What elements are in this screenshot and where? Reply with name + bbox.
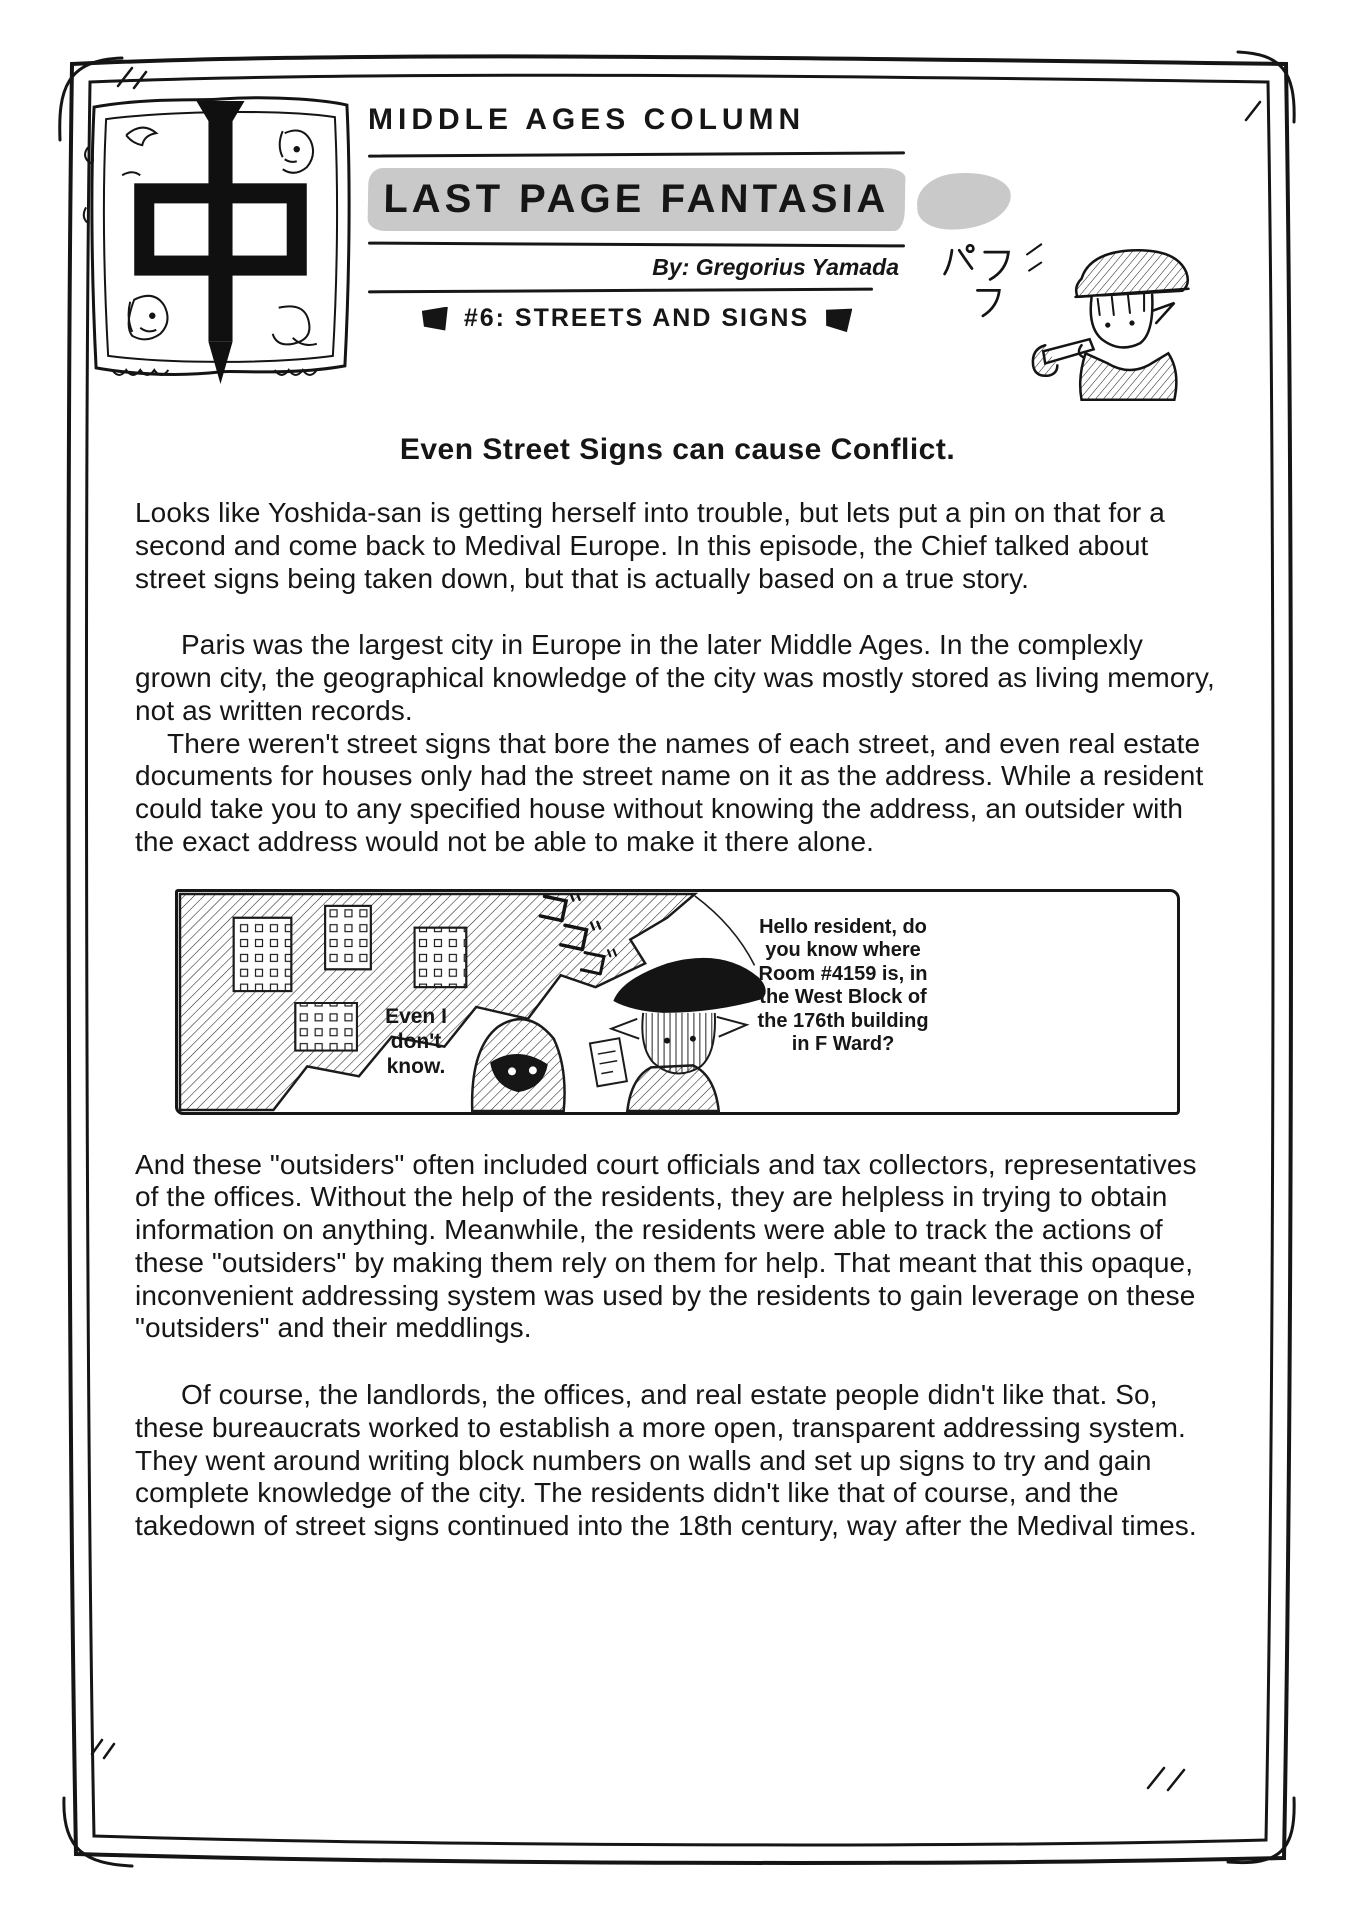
series-title: LAST PAGE FANTASIA (383, 177, 890, 221)
paragraph-1: Looks like Yoshida-san is getting herself into trouble, but lets put a pin on that for a second and come back to Medival Europe. In this episode, the Chief talked about street signs being taken down, but that is actually based on a true story. (135, 497, 1165, 594)
column-title: MIDDLE AGES COLUMN (368, 103, 806, 136)
paragraph-4: And these "outsiders" often included court officials and tax collectors, representatives of the offices. Without the help of the residents, they are helpless in trying to obtain information on anything. Meanwhile, the residents were able to track the actions of these "outsiders" by making them rely on them for help. That meant that this opaque, inconvenient addressing system was used by the residents to gain leverage on these "outsiders" and their meddlings. (135, 1148, 1197, 1344)
rumble-sfx (530, 894, 642, 990)
divider-line (368, 151, 905, 157)
banner-icon (824, 305, 853, 332)
horn-sfx (941, 241, 1023, 327)
header (135, 85, 1220, 419)
article-heading: Even Street Signs can cause Conflict. (399, 433, 956, 466)
speech-left: Even I don't know. (385, 1004, 447, 1078)
header-titles (368, 85, 905, 333)
ornate-initial-illustration (77, 87, 365, 393)
page-content (135, 85, 1220, 1543)
divider-line (368, 242, 905, 248)
speech-right: Hello resident, do you know where Room #4159 is, in the West Block of the 176th building in F Ward? (757, 915, 929, 1056)
highlight-patch (916, 171, 1013, 232)
episode-row (368, 304, 905, 333)
paragraph-5: Of course, the landlords, the offices, and real estate people didn't like that. So, these bureaucrats worked to establish a more open, transparent addressing system. They went around writing block numbers on walls and set up signs to try and gain complete knowledge of the city. The residents didn't like that of course, and the takedown of street signs continued into the 18th century, way after the Medival times. (135, 1379, 1197, 1541)
divider-line (368, 288, 873, 294)
comic-panel (175, 889, 1180, 1115)
horn-character-illustration (1019, 225, 1251, 409)
paragraph-2: Paris was the largest city in Europe in the later Middle Ages. In the complexly grown city, the geographical knowledge of the city was mostly stored as living memory, not as written records. (135, 629, 1215, 726)
panel-illustration (178, 892, 1177, 1112)
episode-title: #6: STREETS AND SIGNS (463, 304, 810, 332)
paragraph-3: There weren't street signs that bore the names of each street, and even real estate documents for houses only had the street name on it as the address. While a resident could take you to any specified house without knowing the address, an outsider with the exact address would not be able to make it there alone. (135, 727, 1204, 857)
series-title-highlight (367, 168, 905, 231)
banner-icon (422, 307, 448, 331)
byline: By: Gregorius Yamada (652, 254, 899, 280)
